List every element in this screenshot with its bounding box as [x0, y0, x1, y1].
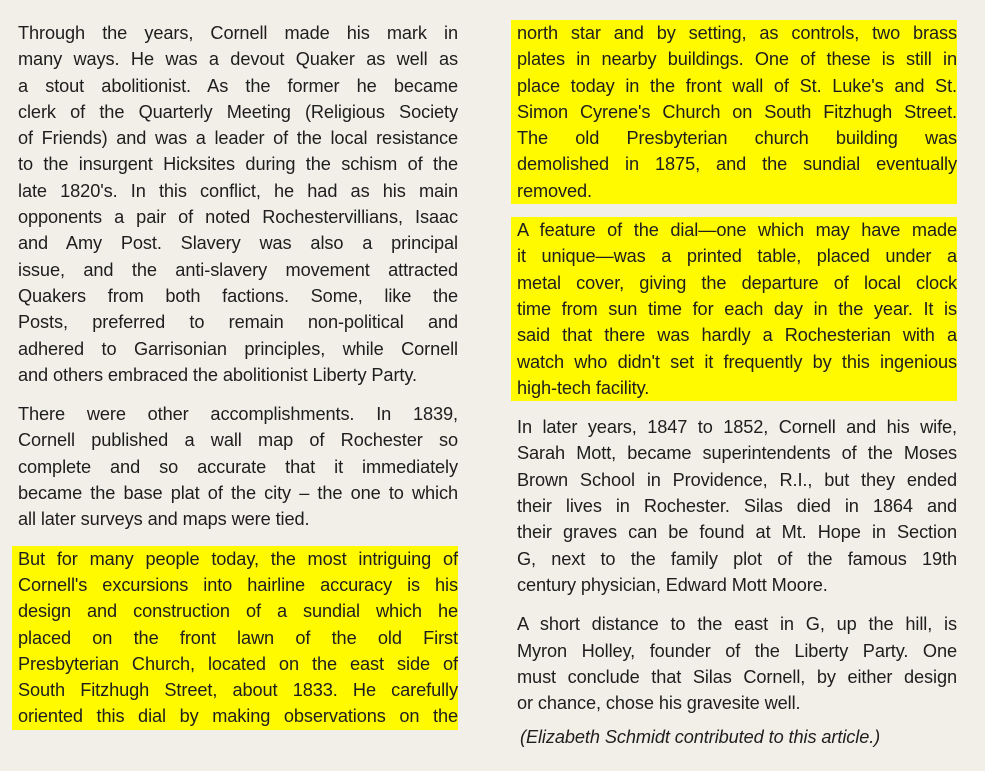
paragraph-later-years — [517, 414, 957, 598]
paragraph-north-star-highlighted — [511, 20, 957, 204]
paragraph-gravesite — [517, 611, 957, 716]
text-line: and Amy Post. Slavery was also a principal — [18, 233, 458, 254]
text-line: The old Presbyterian church building was — [517, 128, 957, 149]
text-line: of Friends) and was a leader of the local resistance — [18, 128, 458, 149]
text-line: A short distance to the east in G, up the hill, is — [517, 614, 957, 635]
text-line: metal cover, giving the departure of local clock — [517, 272, 957, 293]
text-line: Presbyterian Church, located on the east side of — [18, 653, 458, 674]
text-line: century physician, Edward Mott Moore. — [517, 574, 828, 595]
text-line: design and construction of a sundial which he — [18, 601, 458, 622]
text-line: oriented this dial by making observations on the — [18, 706, 458, 727]
text-line: must conclude that Silas Cornell, by either design — [517, 666, 957, 687]
text-line: There were other accomplishments. In 1839, — [18, 404, 458, 425]
text-line: Cornell published a wall map of Rochester so — [18, 430, 458, 451]
text-line: Through the years, Cornell made his mark in — [18, 23, 458, 43]
text-line: said that there was hardly a Rochesterian with a — [517, 325, 957, 346]
paragraph-map — [18, 401, 458, 532]
article-credit: (Elizabeth Schmidt contributed to this article.) — [520, 727, 881, 748]
text-line: clerk of the Quarterly Meeting (Religious Society — [18, 101, 458, 122]
text-line: Posts, preferred to remain non-political and — [18, 312, 458, 333]
text-line: watch who didn't set it frequently by this ingenious — [517, 351, 957, 372]
text-line: it unique—was a printed table, placed under a — [517, 246, 957, 267]
text-line: or chance, chose his gravesite well. — [517, 693, 801, 714]
text-line: Simon Cyrene's Church on South Fitzhugh Street. — [517, 101, 957, 122]
text-line: plates in nearby buildings. One of these is still in — [517, 49, 957, 70]
text-line: South Fitzhugh Street, about 1833. He carefully — [18, 680, 458, 701]
text-line: their lives in Rochester. Silas died in 1864 and — [517, 496, 957, 517]
text-line: Sarah Mott, became superintendents of the Moses — [517, 443, 957, 464]
text-line: But for many people today, the most intriguing of — [18, 548, 458, 569]
text-line: and others embraced the abolitionist Liberty Party. — [18, 364, 417, 385]
text-line: became the base plat of the city – the one to which — [18, 483, 458, 504]
text-line: removed. — [511, 178, 600, 204]
text-line: all later surveys and maps were tied. — [18, 509, 310, 530]
text-line: adhered to Garrisonian principles, while Cornell — [18, 338, 458, 359]
paragraph-dial-table-highlighted — [511, 217, 957, 401]
text-line: issue, and the anti-slavery movement attracted — [18, 259, 458, 280]
text-line: many ways. He was a devout Quaker as well as — [18, 49, 458, 70]
paragraph-sundial-highlighted — [12, 546, 458, 730]
text-line: G, next to the family plot of the famous 19th — [517, 548, 957, 569]
paragraph-quaker — [18, 20, 458, 388]
text-line: north star and by setting, as controls, two brass — [517, 23, 957, 43]
text-line: In later years, 1847 to 1852, Cornell and his wife, — [517, 417, 957, 438]
text-line: A feature of the dial—one which may have made — [517, 220, 957, 241]
text-line: to the insurgent Hicksites during the schism of the — [18, 154, 458, 175]
text-line: high-tech facility. — [511, 375, 655, 401]
text-line: Myron Holley, founder of the Liberty Party. One — [517, 640, 957, 661]
left-column — [18, 20, 458, 730]
text-line: a stout abolitionist. As the former he became — [18, 75, 458, 96]
text-line: late 1820's. In this conflict, he had as his main — [18, 180, 458, 201]
text-line: demolished in 1875, and the sundial eventually — [517, 154, 957, 175]
text-line: their graves can be found at Mt. Hope in Section — [517, 522, 957, 543]
text-line: Quakers from both factions. Some, like the — [18, 285, 458, 306]
text-line: Cornell's excursions into hairline accuracy is his — [18, 574, 458, 595]
text-line: complete and so accurate that it immediately — [18, 456, 458, 477]
text-line: place today in the front wall of St. Luke's and St. — [517, 75, 957, 96]
text-line: placed on the front lawn of the old First — [18, 627, 458, 648]
right-column — [517, 20, 957, 751]
text-line: opponents a pair of noted Rochestervillians, Isaac — [18, 207, 458, 228]
text-line: time from sun time for each day in the year. It is — [517, 298, 957, 319]
text-line: Brown School in Providence, R.I., but they ended — [517, 469, 957, 490]
